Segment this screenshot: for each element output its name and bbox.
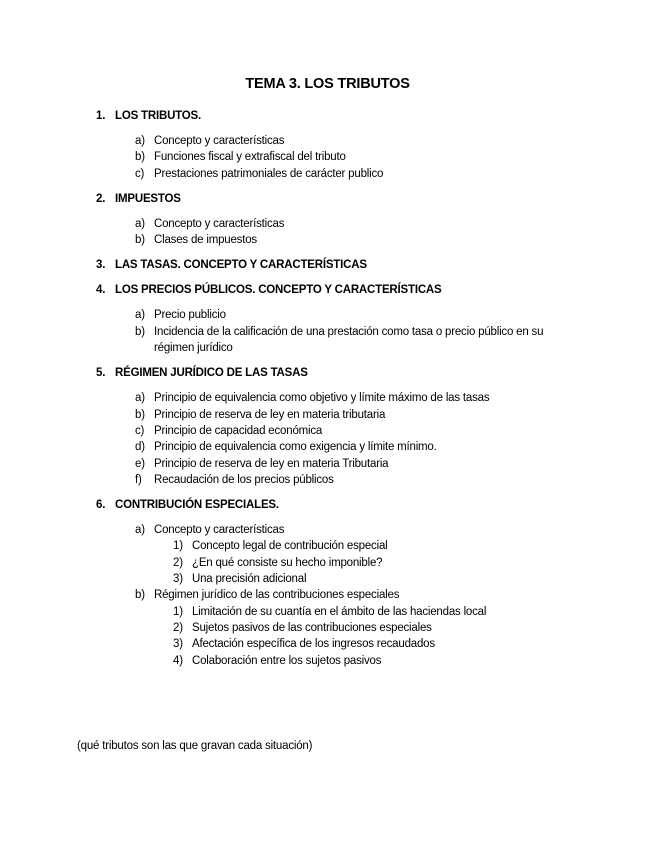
item-text: Concepto y características [154,135,285,147]
sub-item-marker: 3) [173,573,183,586]
item-marker: a) [135,524,145,537]
section-5 [0,365,655,488]
sub-item [0,555,655,571]
list-item [0,439,655,455]
section-3 [0,257,655,273]
section-4 [0,282,655,356]
list-item [0,423,655,439]
section-heading-text: LAS TASAS. CONCEPTO Y CARACTERÍSTICAS [115,259,367,272]
item-text: Clases de impuestos [154,234,257,247]
sub-item-marker: 1) [173,540,183,553]
item-text: Concepto y características [154,217,285,230]
footnote: (qué tributos son las que gravan cada situación) [77,740,313,752]
item-text: Concepto y características [154,524,285,537]
section-number: 3. [96,259,106,272]
outline [0,108,655,678]
sub-item-text: Limitación de su cuantía en el ámbito de las haciendas local [192,605,487,618]
item-marker: a) [135,217,145,230]
sub-item-text: Concepto legal de contribución especial [192,540,388,553]
list-item [0,149,655,165]
item-marker: b) [135,234,145,247]
list-item [0,522,655,538]
item-text: Funciones fiscal y extrafiscal del tributo [154,151,346,164]
section-heading-text: RÉGIMEN JURÍDICO DE LAS TASAS [115,367,308,380]
sub-item-text: ¿En qué consiste su hecho imponible? [192,556,383,569]
item-marker: c) [135,167,145,180]
sub-item-text: Afectación específica de los ingresos recaudados [192,638,435,651]
item-marker: d) [135,441,145,454]
section-number: 5. [96,367,106,380]
item-list [0,216,655,249]
sub-item [0,653,655,669]
item-marker: f) [135,473,142,486]
list-item [0,166,655,182]
sub-item-text: Una precisión adicional [192,573,307,586]
item-text: Incidencia de la calificación de una prestación como tasa o precio público en su régimen jurídico [154,325,544,355]
sub-item-text: Sujetos pasivos de las contribuciones especiales [192,621,432,634]
item-text: Principio de reserva de ley en materia tributaria [154,408,386,421]
sub-item-marker: 2) [173,556,183,569]
item-marker: e) [135,457,145,470]
list-item [0,390,655,406]
item-text: Principio de capacidad económica [154,424,323,437]
item-marker: b) [135,151,145,164]
list-item [0,216,655,232]
item-marker: a) [135,392,145,405]
section-2 [0,191,655,249]
section-number: 1. [96,110,106,122]
sub-item-marker: 4) [173,654,183,667]
section-heading-text: IMPUESTOS [115,192,181,205]
list-item [0,324,655,357]
section-heading [0,282,655,298]
list-item [0,307,655,323]
sub-item-marker: 1) [173,605,183,618]
list-item [0,407,655,423]
sub-item [0,538,655,554]
item-list [0,390,655,488]
list-item [0,133,655,149]
item-text: Régimen jurídico de las contribuciones especiales [154,589,400,602]
list-item [0,456,655,472]
item-text: Principio de equivalencia como objetivo y límite máximo de las tasas [154,392,490,405]
item-list [0,307,655,356]
item-marker: c) [135,424,145,437]
item-list [0,133,655,182]
sub-item-marker: 2) [173,621,183,634]
item-text: Precio publicio [154,309,226,322]
document-title: TEMA 3. LOS TRIBUTOS [245,76,410,92]
sub-item [0,571,655,587]
list-item [0,472,655,488]
item-marker: b) [135,408,145,421]
section-heading [0,365,655,381]
item-list [0,522,655,669]
item-marker: a) [135,135,145,147]
section-heading [0,191,655,207]
section-heading [0,108,655,124]
item-text: Recaudación de los precios públicos [154,473,334,486]
section-number: 6. [96,499,106,512]
item-text: Principio de equivalencia como exigencia y límite mínimo. [154,441,437,454]
sub-item-text: Colaboración entre los sujetos pasivos [192,654,382,667]
item-marker: b) [135,325,145,338]
item-marker: b) [135,589,145,602]
sub-item-marker: 3) [173,638,183,651]
section-heading-text: LOS TRIBUTOS. [115,110,201,122]
sub-item [0,636,655,652]
section-number: 2. [96,192,106,205]
list-item [0,232,655,248]
sub-item [0,604,655,620]
section-heading-text: CONTRIBUCIÓN ESPECIALES. [115,499,279,512]
section-heading [0,257,655,273]
item-text: Principio de reserva de ley en materia Tributaria [154,457,389,470]
sub-item [0,620,655,636]
list-item [0,587,655,603]
item-marker: a) [135,309,145,322]
section-1 [0,108,655,182]
section-heading-text: LOS PRECIOS PÚBLICOS. CONCEPTO Y CARACTERÍSTICAS [115,284,442,297]
item-text: Prestaciones patrimoniales de carácter publico [154,167,384,180]
section-heading [0,497,655,513]
section-number: 4. [96,284,106,297]
section-6 [0,497,655,669]
